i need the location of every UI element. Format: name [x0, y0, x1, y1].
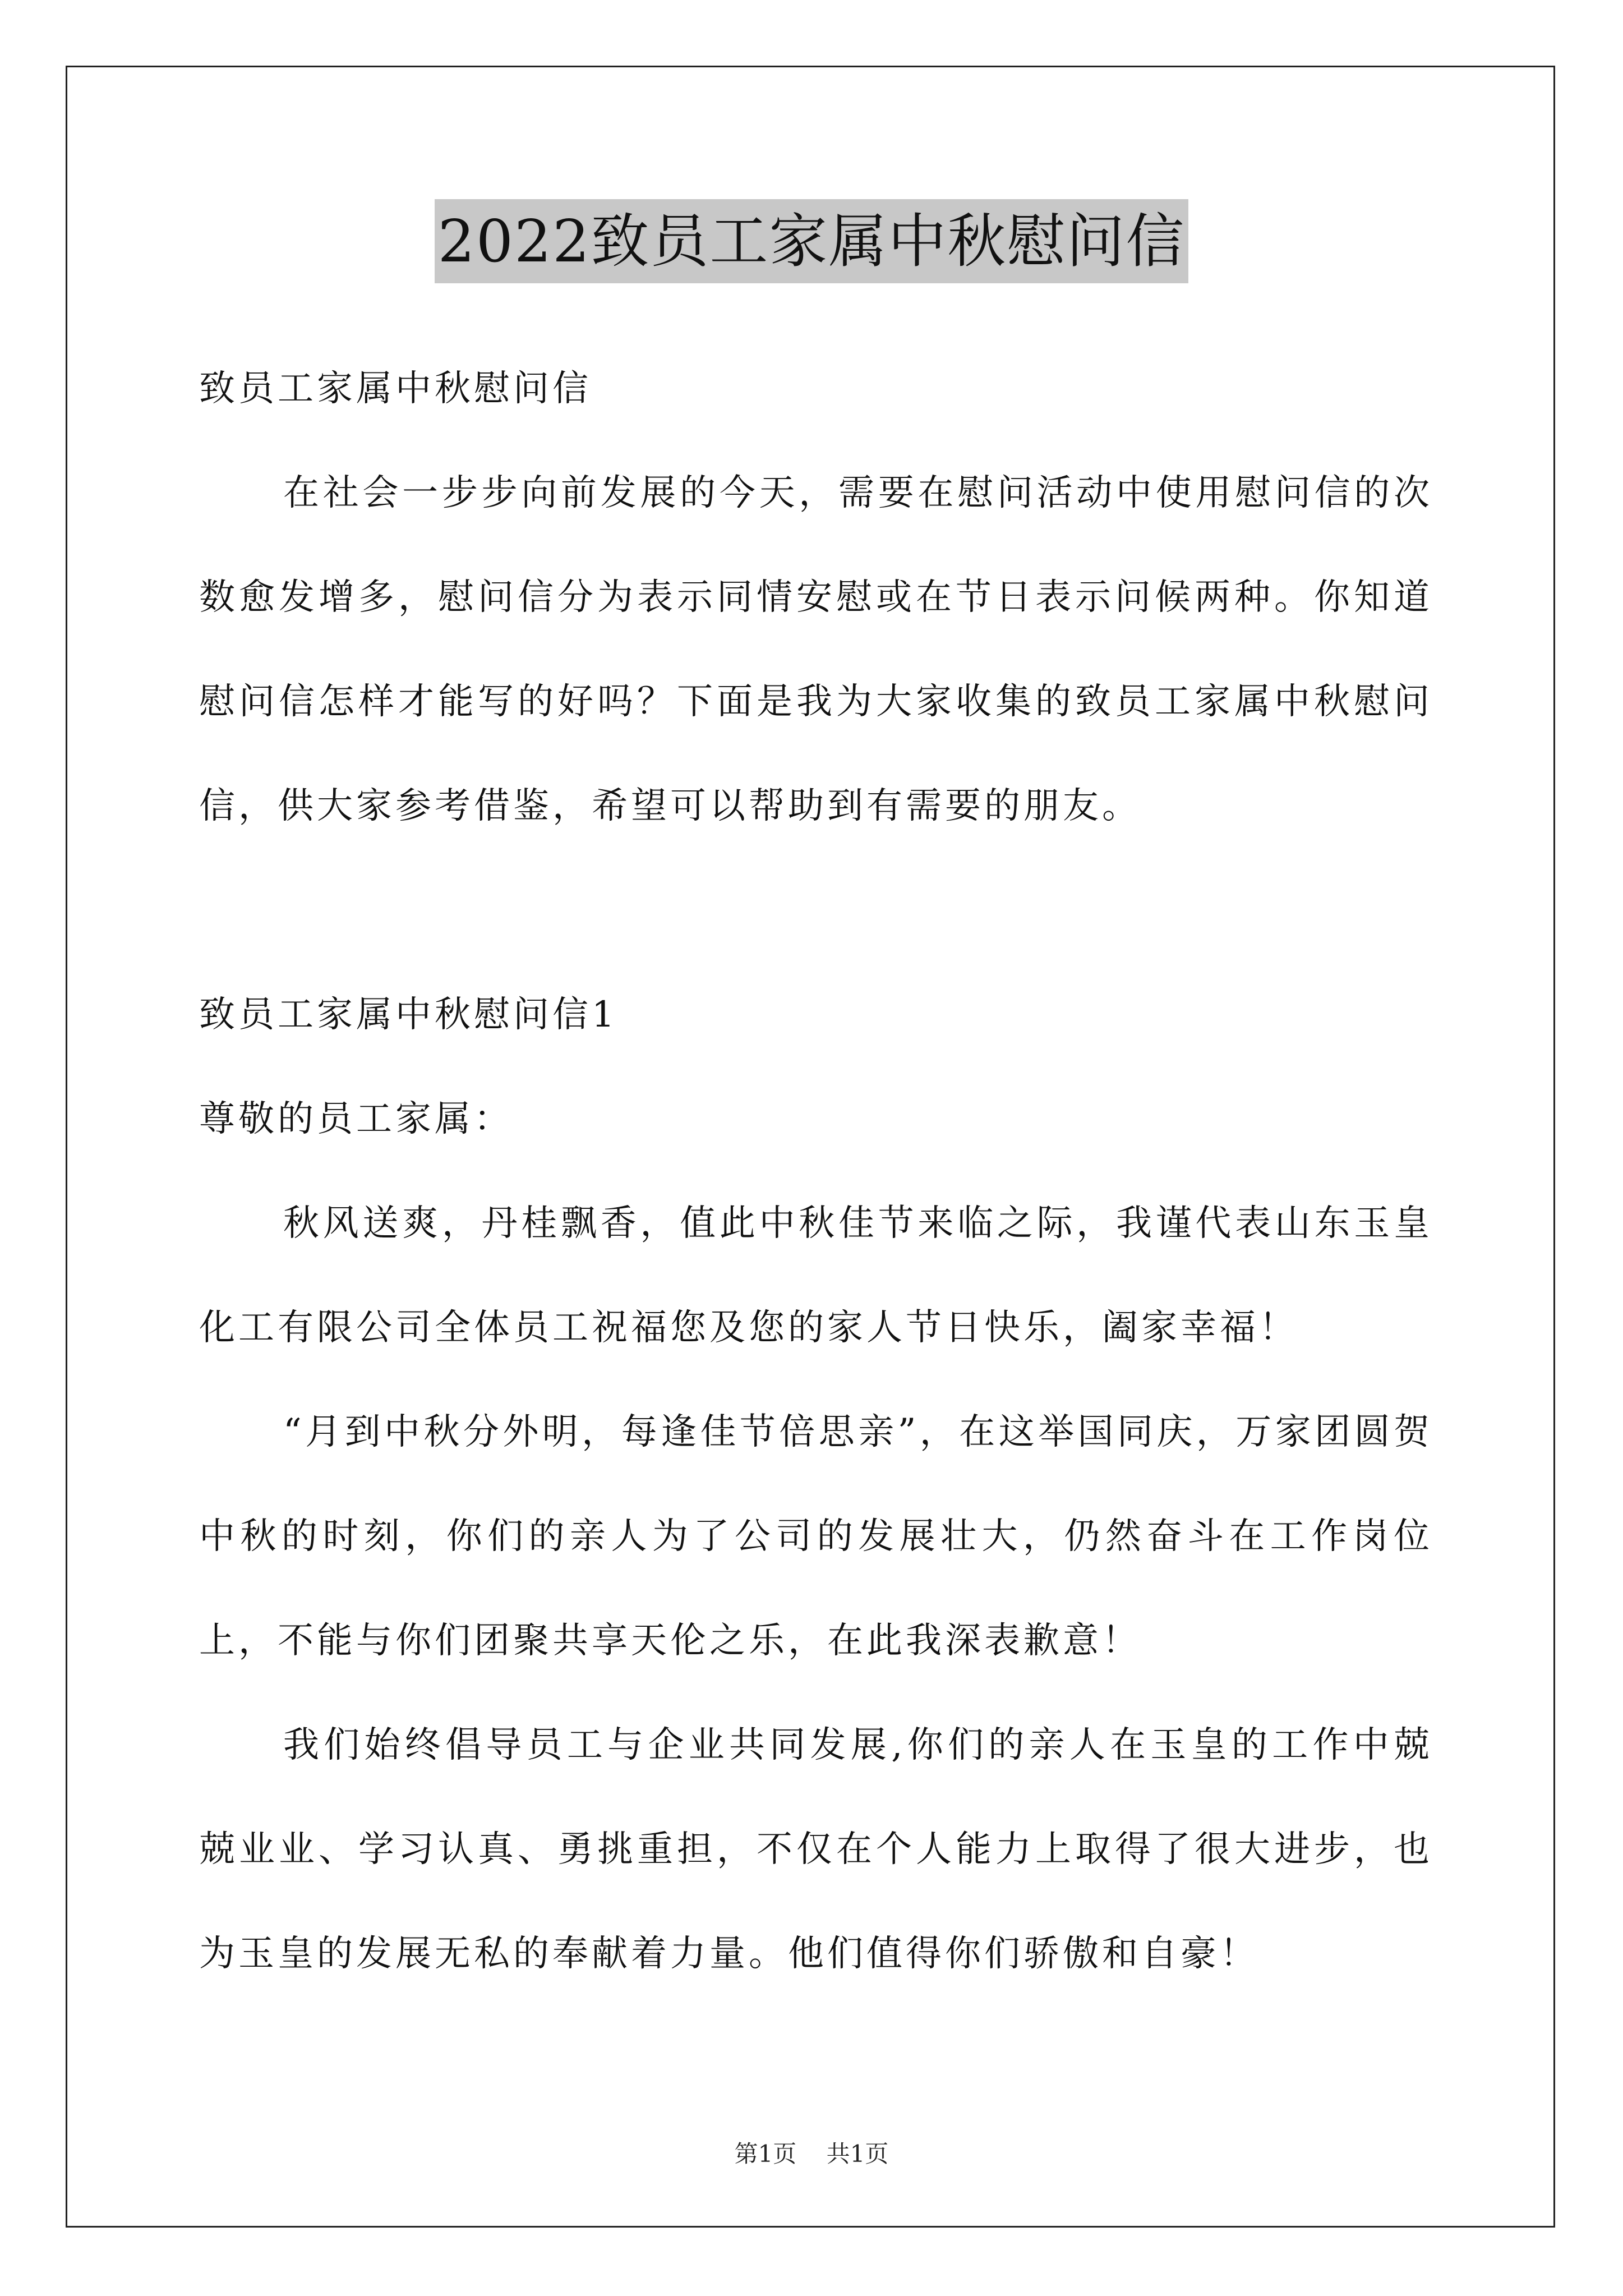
subtitle-paragraph: 致员工家属中秋慰问信 — [199, 368, 592, 409]
document-body — [199, 337, 1433, 2006]
document-title: 2022致员工家属中秋慰问信 — [435, 199, 1189, 283]
body-paragraph-3: 我们始终倡导员工与企业共同发展,你们的亲人在玉皇的工作中兢兢业业、学习认真、勇挑重担，不仅在个人能力上取得了很大进步，也为玉皇的发展无私的奉献着力量。他们值得你们骄傲和自豪！ — [199, 1724, 1433, 1975]
intro-paragraph: 在社会一步步向前发展的今天，需要在慰问活动中使用慰问信的次数愈发增多，慰问信分为表示同情安慰或在节日表示问候两种。你知道慰问信怎样才能写的好吗？下面是我为大家收集的致员工家属中秋慰问信，供大家参考借鉴，希望可以帮助到有需要的朋友。 — [199, 472, 1433, 827]
page-number-total: 共1页 — [826, 2140, 889, 2168]
body-paragraph-2: “月到中秋分外明，每逢佳节倍思亲”，在这举国同庆，万家团圆贺中秋的时刻，你们的亲人为了公司的发展壮大，仍然奋斗在工作岗位上，不能与你们团聚共享天伦之乐，在此我深表歉意！ — [199, 1411, 1433, 1662]
page-footer — [0, 2137, 1623, 2171]
section-gap — [199, 858, 1433, 963]
page-number-current: 第1页 — [734, 2140, 797, 2168]
body-paragraph-1: 秋风送爽，丹桂飘香，值此中秋佳节来临之际，我谨代表山东玉皇化工有限公司全体员工祝福您及您的家人节日快乐，阖家幸福！ — [199, 1203, 1433, 1349]
section-heading: 致员工家属中秋慰问信1 — [199, 994, 618, 1036]
title-container — [0, 199, 1623, 283]
salutation: 尊敬的员工家属： — [199, 1098, 513, 1140]
